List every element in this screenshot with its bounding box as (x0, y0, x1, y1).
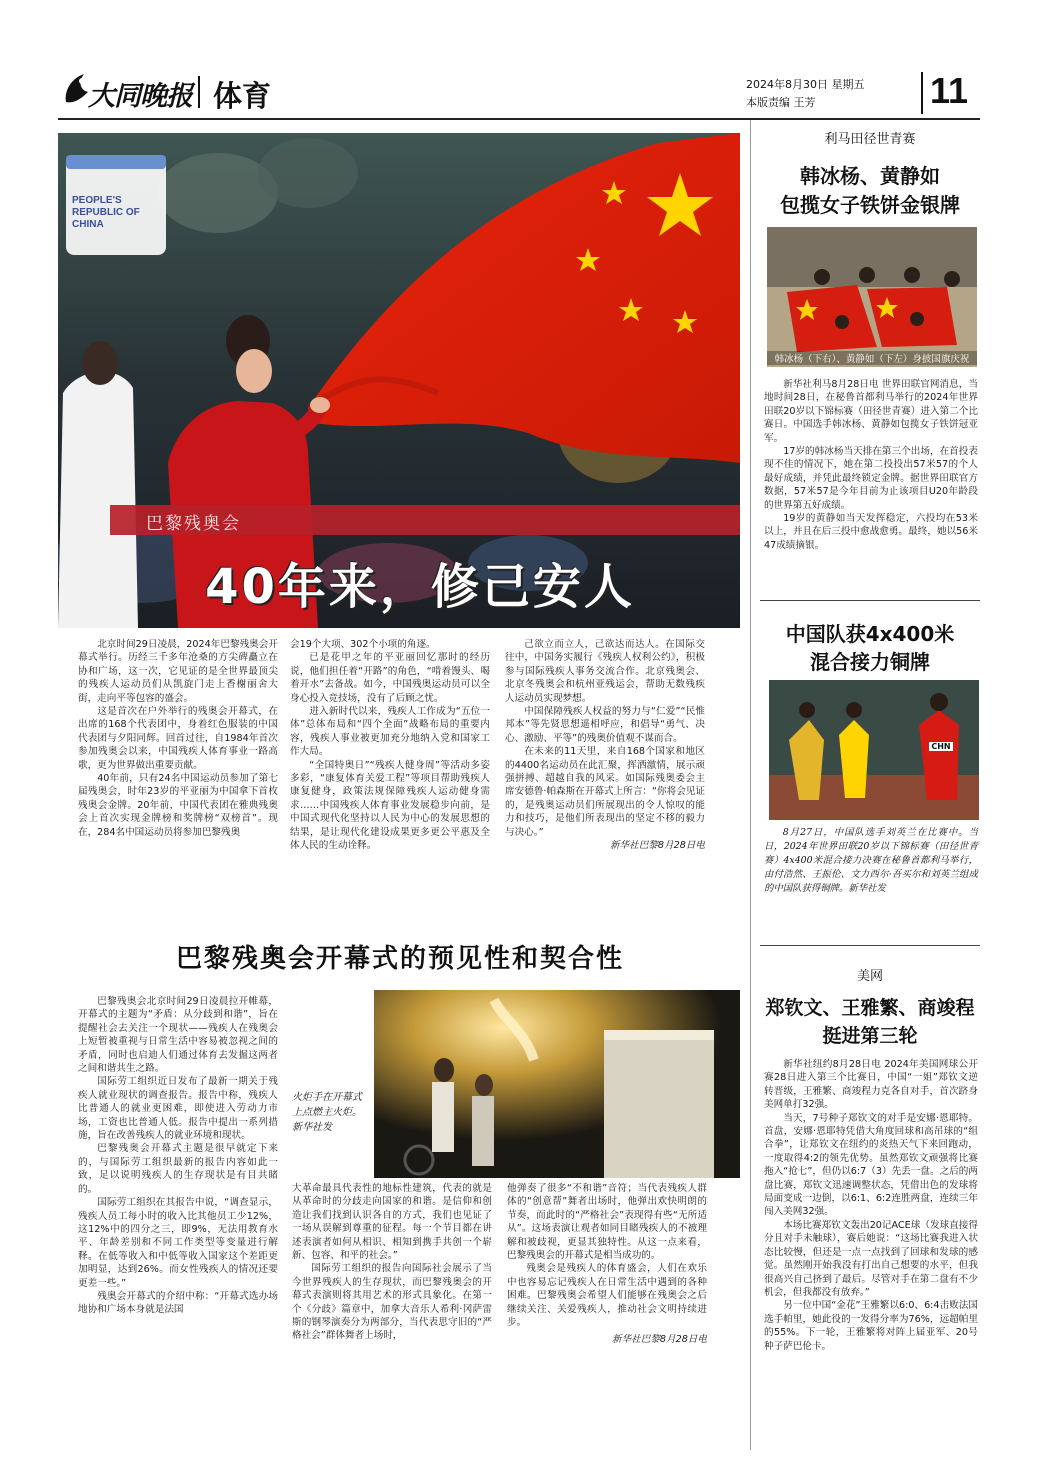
paragraph: 国际劳工组织在其报告中说，“调查显示，残疾人员工每小时的收入比其他员工少12%，这12%中的四分之三，即9%，无法用教育水平、年龄差别和不同工作类型等变量进行解释。在低等收入和中低等收入国家这个差距更加明显，达到26%。而女性残疾人的情况还要更差一些。” (78, 1197, 278, 1289)
relay-photo (769, 680, 979, 820)
delegation-sign-text: PEOPLE'S REPUBLIC OF CHINA (72, 195, 140, 230)
paragraph: 中国保障残疾人权益的努力与“仁爱”“民惟邦本”等先贤思想遥相呼应，和倡导“勇气、决心、激励、平等”的残奥价值观不谋而合。 (505, 706, 705, 744)
second-headline: 巴黎残奥会开幕式的预见性和契合性 (175, 944, 624, 974)
page-number: 11 (930, 70, 969, 111)
relay-photo-caption: 8月27日，中国队选手刘英兰在比赛中。当日，2024年世界田联20岁以下锦标赛（田径世青赛）4x400米混合接力决赛在秘鲁首都利马举行，由付浩然、王振伦、文力西尔·吾买尔和刘英兰组成的中国队获得铜牌。新华社发 (764, 827, 978, 894)
torch-photo-caption: 火炬手在开幕式上点燃主火炬。新华社发 (292, 1092, 362, 1133)
sidebar-kicker-1: 利马田径世青赛 (824, 132, 916, 147)
masthead-divider (198, 76, 200, 108)
masthead-logo (62, 72, 192, 112)
main-headline: 40年来，修己安人 (205, 559, 635, 615)
paragraph: 当天，7号种子郑钦文的对手是安娜·恩耶特。首盘，安娜·恩耶特凭借大角度回球和高吊球的“组合拳”，让郑钦文在纽约的炎热天气下来回跑动，一度取得4:2的领先优势。虽然郑钦文顽强将比赛拖入“抢七”，但仍以6:7（3）先丢一盘。之后的两盘比赛，郑钦文迅速调整状态，凭借出色的发球将局面变成一边倒，以6:1、6:2连胜两盘，连续三年闯入美网32强。 (764, 1112, 978, 1218)
paragraph: 大革命最具代表性的地标性建筑，代表的就是从革命时的分歧走向国家的和谐。是信仰和创造让我们找到认识各自的方式，我们也见证了一场从误解到尊重的征程。每一个节目都在讲述表演者如何从相识、相知到携手共创一个崭新、包容、和平的社会。” (292, 1183, 492, 1262)
masthead (0, 60, 1038, 120)
sidebar-headline-1a: 韩冰杨、黄静如 (800, 164, 940, 188)
main-story-col-1 (78, 638, 278, 918)
discus-photo (767, 227, 977, 367)
sidebar-rule-1 (760, 600, 980, 601)
relay-bib: CHN (929, 742, 953, 751)
paragraph: 新华社利马8月28日电 世界田联官网消息，当地时间28日，在秘鲁首都利马举行的2024年世界田联20岁以下锦标赛（田径世青赛）进入第二个比赛日。中国选手韩冰杨、黄静如包揽女子铁饼冠亚军。 (764, 379, 978, 444)
column-separator (750, 120, 751, 1450)
paragraph: 19岁的黄静如当天发挥稳定，六投均在53米以上，并且在后三投中愈战愈勇。最终，她以56米47成绩摘银。 (764, 513, 978, 551)
issue-date: 2024年8月30日 星期五 (746, 78, 865, 91)
sidebar-rule-2 (760, 945, 980, 946)
main-story-col-3 (505, 638, 705, 918)
masthead-logo-text: 大同晚报 (88, 81, 192, 112)
paragraph: 在未来的11天里，来自168个国家和地区的4400名运动员在此汇聚，挥洒激情，展示顽强拼搏、超越自我的风采。如国际残奥委会主席安德鲁·帕森斯在开幕式上所言：“你将会见证的，是残奥运动员们所展现出的令人惊叹的能力和技巧，是他们所表现出的坚定不移的毅力与决心。” (505, 746, 705, 838)
second-story-col-3 (507, 1182, 707, 1432)
sidebar-kicker-3: 美网 (856, 969, 883, 984)
paragraph: 17岁的韩冰杨当天排在第三个出场，在首投表现不佳的情况下，她在第二投投出57米57的个人最好成绩，并凭此最终锁定金牌。据世界田联官方数据，57米57是今年目前为止该项目U20年龄段的世界第五好成绩。 (764, 446, 978, 511)
sidebar-story-1-body (764, 378, 978, 588)
section-banner-label: 巴黎残奥会 (146, 514, 241, 534)
paragraph: 巴黎残奥会开幕式主题是很早就定下来的，与国际劳工组织最新的报告内容如此一致，足以说明残疾人的生存现状是有目共睹的。 (78, 1143, 278, 1195)
page-editor: 本版责编 王芳 (746, 96, 816, 109)
paragraph: 已是花甲之年的平亚丽回忆那时的经历说，他们担任着“开路”的角色，“啃着馒头、喝着开水”去备战。如今，中国残奥运动员可以全身心投入竞技场，没有了后顾之忧。 (290, 652, 490, 704)
paragraph: 进入新时代以来，残疾人工作成为“五位一体”总体布局和“四个全面”战略布局的重要内容，残疾人事业被更加充分地纳入党和国家工作大局。 (290, 706, 490, 758)
masthead-rule (58, 118, 980, 120)
paragraph: 国际劳工组织近日发布了最新一期关于残疾人就业现状的调查报告。报告中称，残疾人比普通人的就业更困难，即使进入劳动力市场，工资也比普通人低。报告中提出一系列措施，旨在改善残疾人的就业环境和现状。 (78, 1076, 278, 1142)
sidebar-headline-1b: 包揽女子铁饼金银牌 (780, 193, 960, 217)
second-story-col-2 (292, 1182, 492, 1432)
main-story-col-2 (290, 638, 490, 918)
torch-photo-illustration (374, 990, 740, 1178)
sidebar-headline-2b: 混合接力铜牌 (810, 650, 930, 674)
paragraph: 新华社纽约8月28日电 2024年美国网球公开赛28日进入第三个比赛日，中国“一姐”郑钦文逆转晋级，王雅繁、商竣程力克各自对手，首次跻身美网单打32强。 (764, 1059, 978, 1111)
paragraph: 己欲立而立人，己欲达而达人。在国际交往中，中国务实履行《残疾人权利公约》，积极参与国际残疾人事务交流合作。北京残奥会、北京冬残奥会和杭州亚残运会，帮助无数残疾人运动员实现梦想。 (505, 639, 705, 704)
paragraph: 40年前，只有24名中国运动员参加了第七届残奥会，时年23岁的平亚丽为中国拿下首枚残奥会金牌。20年前，中国代表团在雅典残奥会上首次实现金牌榜和奖牌榜“双榜首”。现在，284名中国运动员将参加巴黎残奥 (78, 773, 278, 838)
section-title: 体育 (213, 79, 272, 113)
sidebar-headline-3a: 郑钦文、王雅繁、商竣程 (765, 997, 975, 1019)
paragraph: 本场比赛郑钦文轰出20记ACE球（发球直接得分且对手未触球），赛后她说：“这场比赛我进入状态比较慢，但还是一点一点找到了回球和发球的感觉。虽然刚开始我没有打出自己想要的水平，但我很高兴自己挤到了最后。尽管对手在第二盘有不少机会，但我都没有放弃。” (764, 1219, 978, 1298)
byline: 新华社巴黎8月28日电 (609, 840, 705, 852)
paragraph: 国际劳工组织的报告向国际社会展示了当今世界残疾人的生存现状，而巴黎残奥会的开幕式表演则将其用艺术的形式具象化。在第一个《分歧》篇章中，加拿大音乐人希利·冈萨雷斯的钢琴演奏分为两部分，当代表思守旧的“严格社会”群体舞者上场时， (292, 1263, 492, 1342)
second-story-col-1 (78, 995, 278, 1435)
paragraph: 残奥会开幕式的介绍中称：“开幕式选办场地协和广场本身就是法国 (78, 1290, 278, 1316)
sidebar-story-3-body (764, 1058, 978, 1448)
torch-photo (374, 990, 740, 1178)
paragraph: 另一位中国“金花”王雅繁以6:0、6:4击败法国选手帕里，她此役的一发得分率为76%，远超帕里的55%。下一轮，王雅繁将对阵上届亚军、20号种子萨巴伦卡。 (764, 1300, 978, 1352)
section-banner (110, 505, 740, 535)
sidebar-headline-2a: 中国队获4x400米 (785, 622, 955, 646)
page-number-divider (921, 72, 923, 114)
sidebar-headline-3b: 挺进第三轮 (822, 1025, 918, 1047)
paragraph: 会19个大项、302个小项的角逐。 (290, 639, 436, 650)
paragraph: 巴黎残奥会北京时间29日凌晨拉开帷幕，开幕式的主题为“矛盾：从分歧到和谐”，旨在提醒社会去关注一个现状——残疾人在残奥会上短暂被重视与日常生活中容易被忽视之间的矛盾，同时也启迪人们通过体育去发掘这两者之间和谐共生之路。 (78, 996, 278, 1075)
paragraph: “全国特奥日”“残疾人健身周”等活动多姿多彩，“康复体育关爱工程”等项目帮助残疾人康复健身，政策法规保障残疾人运动健身需求……中国残疾人体育事业发展稳步向前，是中国式现代化坚持以人民为中心的发展思想的结果，是让现代化建设成果更多更公平惠及全体人民的生动诠释。 (290, 759, 490, 852)
paragraph: 他弹奏了很多“不和谐”音符；当代表残疾人群体的“创意帮”舞者出场时，他弹出欢快明朗的节奏，而此时的“严格社会”表现得有些“无所适从”。这场表演让观者如同目睹残疾人的不被理解和被歧视，更显其独特性。从这一点来看，巴黎残奥会的开幕式是相当成功的。 (507, 1183, 707, 1262)
paragraph: 北京时间29日凌晨，2024年巴黎残奥会开幕式举行。历经三千多年沧桑的方尖碑矗立在协和广场，这一次，它见证的是全世界最顶尖的残疾人运动员们从凯旋门走上香榭丽舍大街，走向平等包容的盛会。 (78, 639, 278, 704)
byline: 新华社巴黎8月28日电 (611, 1334, 707, 1346)
discus-photo-illustration (767, 227, 977, 367)
paragraph: 这是首次在户外举行的残奥会开幕式，在出席的168个代表团中，身着红色服装的中国代表团与夕阳同辉。回首过往，自1984年首次参加残奥会以来，中国残疾人体育事业一路高歌，更为世界做出重要贡献。 (78, 706, 278, 771)
discus-photo-caption: 韩冰杨（下右）、黄静如（下左）身披国旗庆祝 (767, 351, 977, 365)
paragraph: 残奥会是残疾人的体育盛会，人们在欢乐中也容易忘记残疾人在日常生活中遇到的各种困难。巴黎残奥会希望人们能够在残奥会之后继续关注、关爱残疾人，推动社会文明持续进步。 (507, 1263, 707, 1329)
